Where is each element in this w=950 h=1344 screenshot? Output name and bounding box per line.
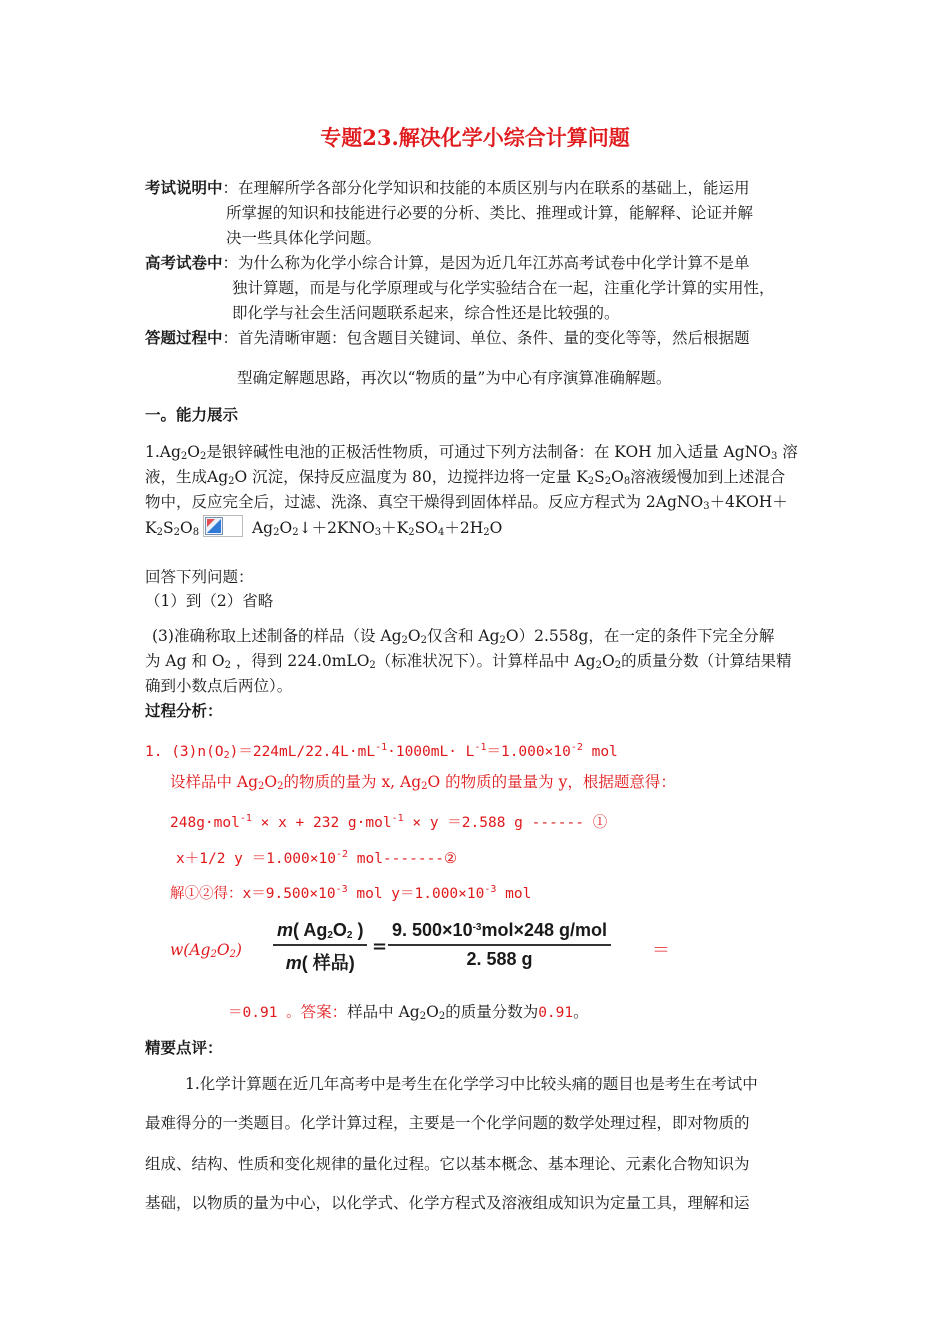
question-line-3: 物中，反应完全后，过滤、洗涤、真空干燥得到固体样品。反应方程式为 2AgNO$_3$＋4KOH＋ xyxy=(145,493,788,512)
sub-question-3-line-1: (3)准确称取上述制备的样品（设 $Ag_2O_2$仅含和 $Ag_2O)2.558g$，在一定的条件下完全分解 xyxy=(152,627,775,646)
process-line-2: 型确定解题思路，再次以“物质的量”为中心有序演算准确解题。 xyxy=(237,369,672,387)
mass-fraction-symbol: $w(Ag_2O_2)$ xyxy=(170,941,242,960)
final-answer-line: ＝0.91 。答案：样品中 $Ag_2O_2$的质量分数为0.91。 xyxy=(228,1003,589,1022)
comment-label: 精要点评： xyxy=(145,1039,223,1057)
sub-question-3-line-2: 为 Ag 和 $O_2$ ，得到 224.0mLO$_2$（标准状况下）。计算样品中 $Ag_2O_2$的质量分数（计算结果精 xyxy=(145,652,792,671)
gaokao-line-3: 即化学与社会生活问题联系起来，综合性还是比较强的。 xyxy=(232,304,620,322)
question-line-2: 液，生成$Ag_2O$ 沉淀，保持反应温度为 80，边搅拌边将一定量 $K_2S_2O_8$溶液缓慢加到上述混合 xyxy=(145,468,786,487)
reaction-arrow-image xyxy=(203,515,243,537)
question-line-1: $1.Ag_2O_2$是银锌碱性电池的正极活性物质，可通过下列方法制备：在 KOH 加入适量 AgNO$_3$ 溶 xyxy=(145,443,798,462)
formula-fraction-right: $\frac{9. 500\times 10^{-3}mol\times 248 g/mol}{2. 588 g}$ xyxy=(388,920,611,970)
solution-equation-1: 248g·mol$^{-1}$ × x + 232 g·mol$^{-1}$ × y ＝2.588 g ------ ① xyxy=(170,813,608,831)
comment-line-3: 组成、结构、性质和变化规律的量化过程。它以基本概念、基本理论、元素化合物知识为 xyxy=(145,1155,750,1173)
question-line-4: $K_2S_2O_8$ $Ag_2O_2↓+2KNO_3+K_2SO_4+2H_2O$ xyxy=(145,515,502,545)
solution-line-2: 设样品中 $Ag_2O_2$的物质的量为 x, $Ag_2O$ 的物质的量量为 y，根据题意得： xyxy=(170,773,676,792)
equals-sign: = xyxy=(372,936,388,957)
comment-line-1: 1.化学计算题在近几年高考中是考生在化学学习中比较头痛的题目也是考生在考试中 xyxy=(185,1075,758,1093)
analysis-label: 过程分析： xyxy=(145,702,223,720)
section-heading: 一。能力展示 xyxy=(145,406,239,424)
exam-desc-line-1: 考试说明中：在理解所学各部分化学知识和技能的本质区别与内在联系的基础上，能运用 xyxy=(145,179,750,197)
process-line-1: 答题过程中：首先清晰审题：包含题目关键词、单位、条件、量的变化等等，然后根据题 xyxy=(145,329,750,347)
gaokao-label: 高考试卷中 xyxy=(145,254,223,272)
sub-question-1-2: （1）到（2）省略 xyxy=(145,592,274,610)
exam-desc-line-3: 决一些具体化学问题。 xyxy=(226,229,382,247)
exam-desc-label: 考试说明中 xyxy=(145,179,223,197)
page-title: 专题23.解决化学小综合计算问题 xyxy=(320,125,630,150)
answer-prompt: 回答下列问题： xyxy=(145,568,254,586)
gaokao-line-1: 高考试卷中：为什么称为化学小综合计算，是因为近几年江苏高考试卷中化学计算不是单 xyxy=(145,254,750,272)
sub-question-3-line-3: 确到小数点后两位）。 xyxy=(145,677,293,695)
equals-sign-red: ＝ xyxy=(652,940,670,961)
formula-fraction-left: $\frac{m( Ag_2O_2 )}{\text{m( 样品)}}$ xyxy=(273,920,367,975)
comment-line-2: 最难得分的一类题目。化学计算过程，主要是一个化学问题的数学处理过程，即对物质的 xyxy=(145,1114,750,1132)
gaokao-line-2: 独计算题，而是与化学原理或与化学实验结合在一起，注重化学计算的实用性， xyxy=(232,279,775,297)
solution-result: 解①②得：$x=9.500\times 10^{-3}$ mol $y=1.000\times 10^{-3}$ mol xyxy=(170,884,532,902)
comment-line-4: 基础，以物质的量为中心，以化学式、化学方程式及溶液组成知识为定量工具，理解和运 xyxy=(145,1194,750,1212)
solution-equation-2: x＋1/2 $y =1.000\times 10^{-2}$ mol-------② xyxy=(176,849,458,867)
broken-image-icon xyxy=(205,517,223,535)
process-label: 答题过程中 xyxy=(145,329,223,347)
exam-desc-line-2: 所掌握的知识和技能进行必要的分析、类比、推理或计算，能解释、论证并解 xyxy=(226,204,754,222)
solution-line-1: 1. $(3)n(O_2)=224mL/22.4L\cdot mL^{-1}\cdot 1000mL\cdot L^{-1}=1.000\times 10^{-2}$ mol xyxy=(145,742,618,761)
